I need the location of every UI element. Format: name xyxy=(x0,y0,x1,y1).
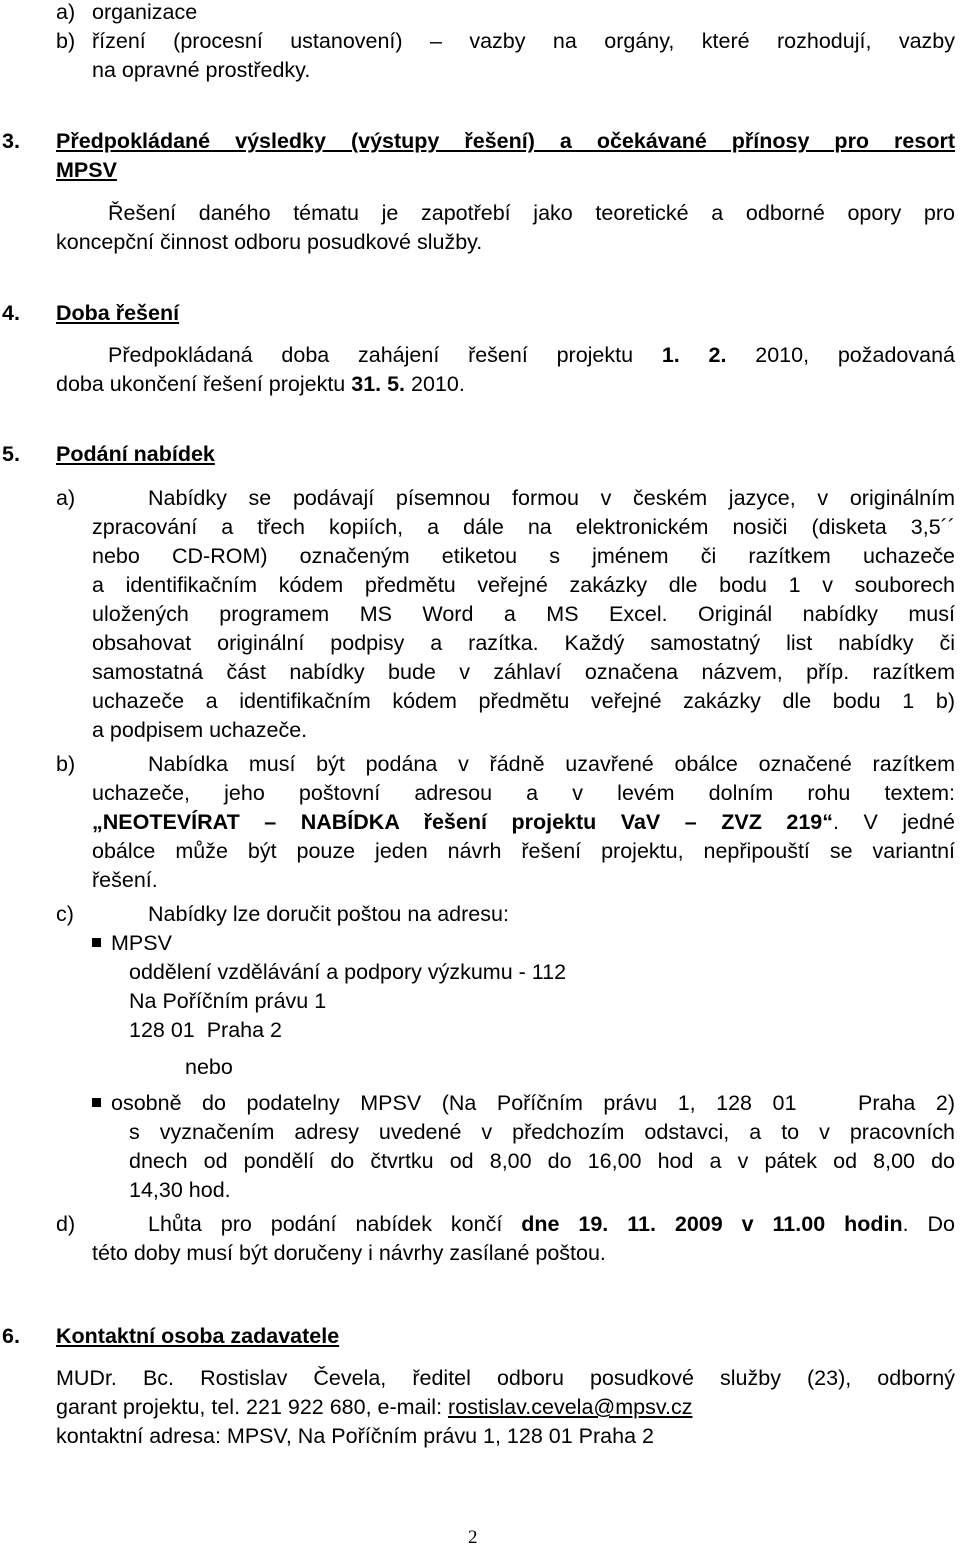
address-line: MPSV xyxy=(92,933,172,955)
section-title: Podání nabídek xyxy=(56,442,215,466)
or-label: nebo xyxy=(185,1055,233,1079)
section-number: 4. xyxy=(2,301,20,325)
square-bullet-icon xyxy=(92,938,101,947)
paragraph-line: Předpokládaná doba zahájení řešení projektu 1. 2. 2010, požadovaná xyxy=(108,343,955,367)
paragraph-line: garant projektu, tel. 221 922 680, e-mail: rostislav.cevela@mpsv.cz xyxy=(56,1395,693,1419)
paragraph-line: uložených programem MS Word a MS Excel. Originál nabídky musí xyxy=(92,602,955,626)
paragraph-line: s vyznačením adresy uvedené v předchozím odstavci, a to v pracovních xyxy=(129,1120,955,1144)
section-title: MPSV xyxy=(56,158,117,182)
paragraph-line: obsahovat originální podpisy a razítka. Každý samostatný list nabídky či xyxy=(92,631,955,655)
section-title: Doba řešení xyxy=(56,301,180,325)
paragraph-line: osobně do podatelny MPSV (Na Poříčním právu 1, 128 01 Praha 2) xyxy=(92,1093,955,1115)
paragraph-line: a identifikačním kódem předmětu veřejné zakázky dle bodu 1 v souborech xyxy=(92,573,955,597)
address-line: 128 01 Praha 2 xyxy=(129,1018,283,1042)
square-bullet-icon xyxy=(92,1098,101,1107)
section-title: Předpokládané výsledky (výstupy řešení) a očekávané přínosy pro resort xyxy=(56,129,955,153)
list-marker: a) xyxy=(56,0,76,24)
section-title: Kontaktní osoba zadavatele xyxy=(56,1324,340,1348)
paragraph-line: Řešení daného tématu je zapotřebí jako teoretické a odborné opory pro xyxy=(108,201,955,225)
paragraph-line: Nabídky lze doručit poštou na adresu: xyxy=(148,902,509,926)
paragraph-line: „NEOTEVÍRAT – NABÍDKA řešení projektu VaV – ZVZ 219“. V jedné xyxy=(92,810,956,834)
paragraph-line: MUDr. Bc. Rostislav Čevela, ředitel odboru posudkové služby (23), odborný xyxy=(56,1366,955,1390)
list-marker: d) xyxy=(56,1212,76,1236)
paragraph-line: řešení. xyxy=(92,868,158,892)
email-link[interactable]: rostislav.cevela@mpsv.cz xyxy=(448,1395,693,1419)
paragraph-line: uchazeče a identifikačním kódem předmětu veřejné zakázky dle bodu 1 b) xyxy=(92,689,955,713)
paragraph-line: Nabídky se podávají písemnou formou v českém jazyce, v originálním xyxy=(148,486,955,510)
page-number: 2 xyxy=(468,1527,478,1548)
list-marker: b) xyxy=(56,752,76,776)
paragraph-line: této doby musí být doručeny i návrhy zasílané poštou. xyxy=(92,1241,606,1265)
paragraph-line: Nabídka musí být podána v řádně uzavřené obálce označené razítkem xyxy=(148,752,955,776)
list-marker: c) xyxy=(56,902,74,926)
address-line: Na Poříčním právu 1 xyxy=(129,989,327,1013)
paragraph-line: a podpisem uchazeče. xyxy=(92,718,308,742)
paragraph-line: 14,30 hod. xyxy=(129,1178,231,1202)
paragraph-line: koncepční činnost odboru posudkové služby. xyxy=(56,230,483,254)
paragraph-line: dnech od pondělí do čtvrtku od 8,00 do 16,00 hod a v pátek od 8,00 do xyxy=(129,1149,955,1173)
paragraph-line: Lhůta pro podání nabídek končí dne 19. 11. 2009 v 11.00 hodin. Do xyxy=(148,1212,955,1236)
paragraph-line: nebo CD-ROM) označeným etiketou s jménem či razítkem uchazeče xyxy=(92,544,955,568)
paragraph-line: samostatná část nabídky bude v záhlaví označena názvem, příp. razítkem xyxy=(92,660,955,684)
paragraph-line: uchazeče, jeho poštovní adresou a v levém dolním rohu textem: xyxy=(92,781,955,805)
section-number: 6. xyxy=(2,1324,20,1348)
list-item-text: na opravné prostředky. xyxy=(92,58,311,82)
list-item-text: organizace xyxy=(92,0,198,24)
list-marker: a) xyxy=(56,486,76,510)
paragraph-line: zpracování a třech kopiích, a dále na elektronickém nosiči (disketa 3,5´´ xyxy=(92,515,955,539)
paragraph-line: obálce může být pouze jeden návrh řešení projektu, nepřipouští se variantní xyxy=(92,839,955,863)
paragraph-line: doba ukončení řešení projektu 31. 5. 2010. xyxy=(56,372,465,396)
paragraph-line: kontaktní adresa: MPSV, Na Poříčním právu 1, 128 01 Praha 2 xyxy=(56,1424,654,1448)
section-number: 5. xyxy=(2,442,20,466)
section-number: 3. xyxy=(2,129,20,153)
address-line: oddělení vzdělávání a podpory výzkumu - 112 xyxy=(129,960,567,984)
list-marker: b) xyxy=(56,29,76,53)
list-item-text: řízení (procesní ustanovení) – vazby na orgány, které rozhodují, vazby xyxy=(92,29,955,53)
